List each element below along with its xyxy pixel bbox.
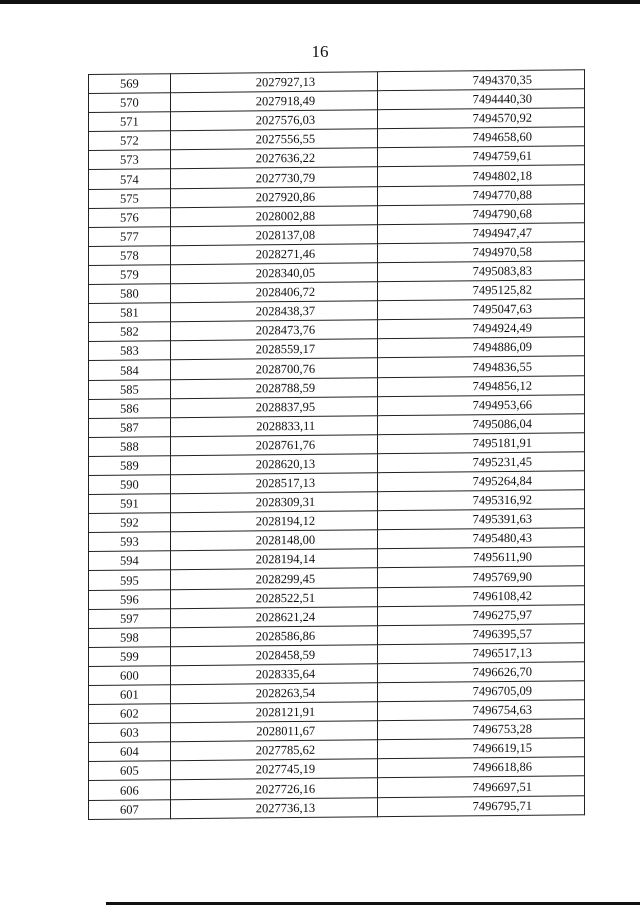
x-coordinate-cell: 2028137,08 bbox=[170, 224, 377, 245]
y-coordinate-cell: 7496697,51 bbox=[378, 776, 585, 797]
point-number-cell: 590 bbox=[89, 475, 171, 495]
point-number-cell: 575 bbox=[89, 188, 171, 208]
x-coordinate-cell: 2028788,59 bbox=[170, 377, 377, 398]
point-number-cell: 572 bbox=[89, 131, 171, 151]
y-coordinate-cell: 7495611,90 bbox=[378, 547, 585, 568]
point-number-cell: 601 bbox=[89, 685, 171, 705]
y-coordinate-cell: 7495083,83 bbox=[378, 261, 585, 282]
y-coordinate-cell: 7496618,86 bbox=[378, 757, 585, 778]
point-number-cell: 578 bbox=[89, 246, 171, 266]
y-coordinate-cell: 7494370,35 bbox=[378, 70, 585, 91]
y-coordinate-cell: 7496753,28 bbox=[378, 719, 585, 740]
y-coordinate-cell: 7495769,90 bbox=[378, 566, 585, 587]
x-coordinate-cell: 2027920,86 bbox=[170, 186, 377, 207]
point-number-cell: 576 bbox=[89, 207, 171, 227]
x-coordinate-cell: 2027736,13 bbox=[170, 797, 377, 818]
y-coordinate-cell: 7494570,92 bbox=[378, 108, 585, 129]
point-number-cell: 591 bbox=[89, 494, 171, 514]
point-number-cell: 586 bbox=[89, 398, 171, 418]
y-coordinate-cell: 7494790,68 bbox=[378, 203, 585, 224]
point-number-cell: 594 bbox=[89, 551, 171, 571]
point-number-cell: 577 bbox=[89, 226, 171, 246]
y-coordinate-cell: 7494440,30 bbox=[378, 89, 585, 110]
x-coordinate-cell: 2028194,14 bbox=[170, 549, 377, 570]
y-coordinate-cell: 7495264,84 bbox=[378, 471, 585, 492]
x-coordinate-cell: 2028586,86 bbox=[170, 625, 377, 646]
point-number-cell: 600 bbox=[89, 666, 171, 686]
x-coordinate-cell: 2027927,13 bbox=[170, 72, 377, 93]
x-coordinate-cell: 2028559,17 bbox=[170, 339, 377, 360]
x-coordinate-cell: 2028148,00 bbox=[170, 530, 377, 551]
x-coordinate-cell: 2028011,67 bbox=[170, 721, 377, 742]
point-number-cell: 579 bbox=[89, 265, 171, 285]
point-number-cell: 585 bbox=[89, 379, 171, 399]
point-number-cell: 588 bbox=[89, 436, 171, 456]
y-coordinate-cell: 7496795,71 bbox=[378, 795, 585, 816]
point-number-cell: 595 bbox=[89, 570, 171, 590]
point-number-cell: 597 bbox=[89, 608, 171, 628]
x-coordinate-cell: 2027576,03 bbox=[170, 110, 377, 131]
x-coordinate-cell: 2028837,95 bbox=[170, 396, 377, 417]
point-number-cell: 596 bbox=[89, 589, 171, 609]
point-number-cell: 582 bbox=[89, 322, 171, 342]
x-coordinate-cell: 2027636,22 bbox=[170, 148, 377, 169]
x-coordinate-cell: 2028761,76 bbox=[170, 435, 377, 456]
y-coordinate-cell: 7496275,97 bbox=[378, 604, 585, 625]
y-coordinate-cell: 7494759,61 bbox=[378, 146, 585, 167]
point-number-cell: 592 bbox=[89, 513, 171, 533]
x-coordinate-cell: 2028833,11 bbox=[170, 415, 377, 436]
y-coordinate-cell: 7494836,55 bbox=[378, 356, 585, 377]
x-coordinate-cell: 2027918,49 bbox=[170, 91, 377, 112]
y-coordinate-cell: 7494802,18 bbox=[378, 165, 585, 186]
x-coordinate-cell: 2027726,16 bbox=[170, 778, 377, 799]
y-coordinate-cell: 7495181,91 bbox=[378, 433, 585, 454]
y-coordinate-cell: 7496754,63 bbox=[378, 700, 585, 721]
page-number: 16 bbox=[311, 42, 329, 61]
x-coordinate-cell: 2027785,62 bbox=[170, 740, 377, 761]
point-number-cell: 593 bbox=[89, 532, 171, 552]
y-coordinate-cell: 7496626,70 bbox=[378, 662, 585, 683]
point-number-cell: 602 bbox=[89, 704, 171, 724]
x-coordinate-cell: 2028309,31 bbox=[170, 492, 377, 513]
point-number-cell: 571 bbox=[89, 112, 171, 132]
x-coordinate-cell: 2028438,37 bbox=[170, 301, 377, 322]
x-coordinate-cell: 2028517,13 bbox=[170, 473, 377, 494]
scan-edge-top bbox=[0, 0, 640, 4]
x-coordinate-cell: 2028473,76 bbox=[170, 320, 377, 341]
y-coordinate-cell: 7495480,43 bbox=[378, 528, 585, 549]
point-number-cell: 573 bbox=[89, 150, 171, 170]
point-number-cell: 599 bbox=[89, 647, 171, 667]
y-coordinate-cell: 7496619,15 bbox=[378, 738, 585, 759]
y-coordinate-cell: 7496705,09 bbox=[378, 681, 585, 702]
x-coordinate-cell: 2028335,64 bbox=[170, 664, 377, 685]
point-number-cell: 584 bbox=[89, 360, 171, 380]
x-coordinate-cell: 2028121,91 bbox=[170, 702, 377, 723]
x-coordinate-cell: 2028271,46 bbox=[170, 244, 377, 265]
x-coordinate-cell: 2028620,13 bbox=[170, 454, 377, 475]
point-number-cell: 603 bbox=[89, 723, 171, 743]
x-coordinate-cell: 2028340,05 bbox=[170, 263, 377, 284]
x-coordinate-cell: 2027556,55 bbox=[170, 129, 377, 150]
y-coordinate-cell: 7494770,88 bbox=[378, 184, 585, 205]
point-number-cell: 598 bbox=[89, 627, 171, 647]
x-coordinate-cell: 2028263,54 bbox=[170, 683, 377, 704]
point-number-cell: 570 bbox=[89, 93, 171, 113]
coordinates-table-body bbox=[89, 70, 585, 819]
x-coordinate-cell: 2028700,76 bbox=[170, 358, 377, 379]
x-coordinate-cell: 2028458,59 bbox=[170, 645, 377, 666]
point-number-cell: 583 bbox=[89, 341, 171, 361]
y-coordinate-cell: 7494886,09 bbox=[378, 337, 585, 358]
y-coordinate-cell: 7495086,04 bbox=[378, 413, 585, 434]
y-coordinate-cell: 7494953,66 bbox=[378, 394, 585, 415]
point-number-cell: 605 bbox=[89, 761, 171, 781]
x-coordinate-cell: 2028522,51 bbox=[170, 587, 377, 608]
point-number-cell: 606 bbox=[89, 780, 171, 800]
point-number-cell: 589 bbox=[89, 456, 171, 476]
y-coordinate-cell: 7495125,82 bbox=[378, 280, 585, 301]
x-coordinate-cell: 2028406,72 bbox=[170, 282, 377, 303]
point-number-cell: 607 bbox=[89, 799, 171, 819]
y-coordinate-cell: 7494856,12 bbox=[378, 375, 585, 396]
y-coordinate-cell: 7496108,42 bbox=[378, 585, 585, 606]
x-coordinate-cell: 2028299,45 bbox=[170, 568, 377, 589]
x-coordinate-cell: 2027730,79 bbox=[170, 167, 377, 188]
point-number-cell: 569 bbox=[89, 74, 171, 94]
point-number-cell: 587 bbox=[89, 417, 171, 437]
y-coordinate-cell: 7495316,92 bbox=[378, 490, 585, 511]
x-coordinate-cell: 2028002,88 bbox=[170, 205, 377, 226]
point-number-cell: 604 bbox=[89, 742, 171, 762]
y-coordinate-cell: 7494970,58 bbox=[378, 242, 585, 263]
x-coordinate-cell: 2027745,19 bbox=[170, 759, 377, 780]
y-coordinate-cell: 7496517,13 bbox=[378, 643, 585, 664]
x-coordinate-cell: 2028194,12 bbox=[170, 511, 377, 532]
x-coordinate-cell: 2028621,24 bbox=[170, 606, 377, 627]
y-coordinate-cell: 7494658,60 bbox=[378, 127, 585, 148]
coordinates-table bbox=[88, 69, 585, 819]
table-row bbox=[89, 795, 585, 819]
y-coordinate-cell: 7495047,63 bbox=[378, 299, 585, 320]
point-number-cell: 580 bbox=[89, 284, 171, 304]
y-coordinate-cell: 7495231,45 bbox=[378, 452, 585, 473]
y-coordinate-cell: 7495391,63 bbox=[378, 509, 585, 530]
y-coordinate-cell: 7496395,57 bbox=[378, 623, 585, 644]
point-number-cell: 581 bbox=[89, 303, 171, 323]
y-coordinate-cell: 7494947,47 bbox=[378, 222, 585, 243]
y-coordinate-cell: 7494924,49 bbox=[378, 318, 585, 339]
point-number-cell: 574 bbox=[89, 169, 171, 189]
